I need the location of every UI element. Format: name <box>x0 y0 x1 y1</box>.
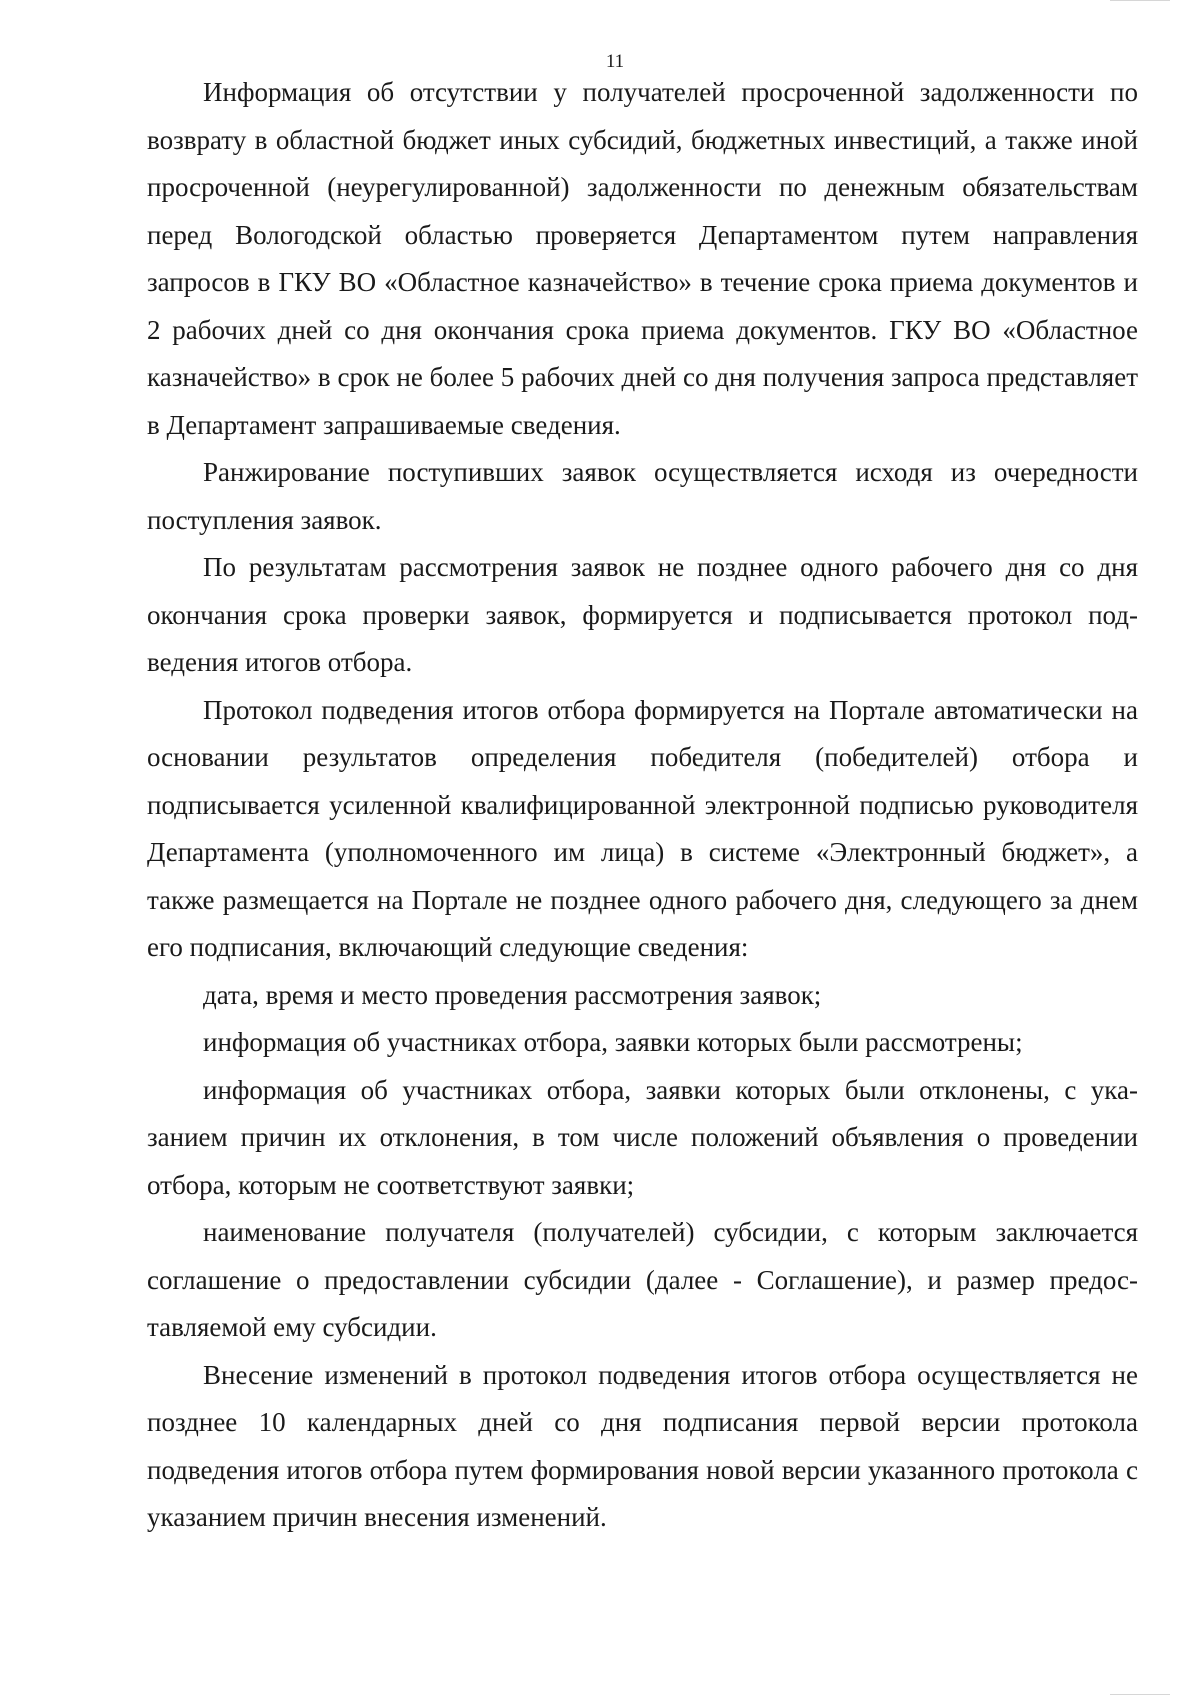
paragraph-protocol: Протокол подведения итогов отбора формируется на Портале автоматически на основании результатов определения победителя (победителей) отбора и подписывается усиленной квалифицированной электронной подписью руководителя Департамента (уполномоченного им лица) в системе «Электронный бюджет», а также размещается на Портале не позднее одного рабочего дня, следующего за днем его подписания, включающий следующие сведения: <box>147 694 1138 962</box>
paragraph-review-results: По результатам рассмотрения заявок не позднее одного рабочего дня со дня окончания срока проверки заявок, формируется и подписывается протокол подведения итогов отбора. <box>147 552 1138 677</box>
document-body <box>147 69 1138 1542</box>
scan-mark-bottom-right <box>1110 1694 1170 1695</box>
paragraph-debt-check: Информация об отсутствии у получателей просроченной задолженности по возврату в областной бюджет иных субсидий, бюджетных инвестиций, а также иной просроченной (неурегулированной) задолженности по денежным обязательствам перед Вологодской областью проверяется Департаментом путем направления запросов в ГКУ ВО «Областное казначейство» в течение срока приема документов и 2 рабочих дней со дня окончания срока приема документов. ГКУ ВО «Областное казначейство» в срок не более 5 рабочих дней со дня получения запроса представляет в Департамент запрашиваемые сведения. <box>147 77 1138 440</box>
list-item-date-time-place: дата, время и место проведения рассмотрения заявок; <box>203 979 822 1010</box>
list-item-recipient-name: наименование получателя (получателей) субсидии, с которым заключается соглашение о предоставлении субсидии (далее - Соглашение), и размер предоставляемой ему субсидии. <box>147 1217 1138 1342</box>
paragraph-protocol-changes: Внесение изменений в протокол подведения итогов отбора осуществляется не позднее 10 календарных дней со дня подписания первой версии протокола подведения итогов отбора путем формирования новой версии указанного протокола с указанием причин внесения изменений. <box>147 1359 1138 1532</box>
list-item-reviewed-participants: информация об участниках отбора, заявки которых были рассмотрены; <box>203 1027 1023 1057</box>
list-item-rejected-participants: информация об участниках отбора, заявки которых были отклонены, с указанием причин их отклонения, в том числе положений объявления о проведении отбора, которым не соответствуют заявки; <box>147 1074 1138 1200</box>
page-number: 11 <box>605 51 625 72</box>
scan-mark-top-right <box>1110 0 1170 1</box>
paragraph-ranking: Ранжирование поступивших заявок осуществляется исходя из очередности поступления заявок. <box>147 457 1138 535</box>
